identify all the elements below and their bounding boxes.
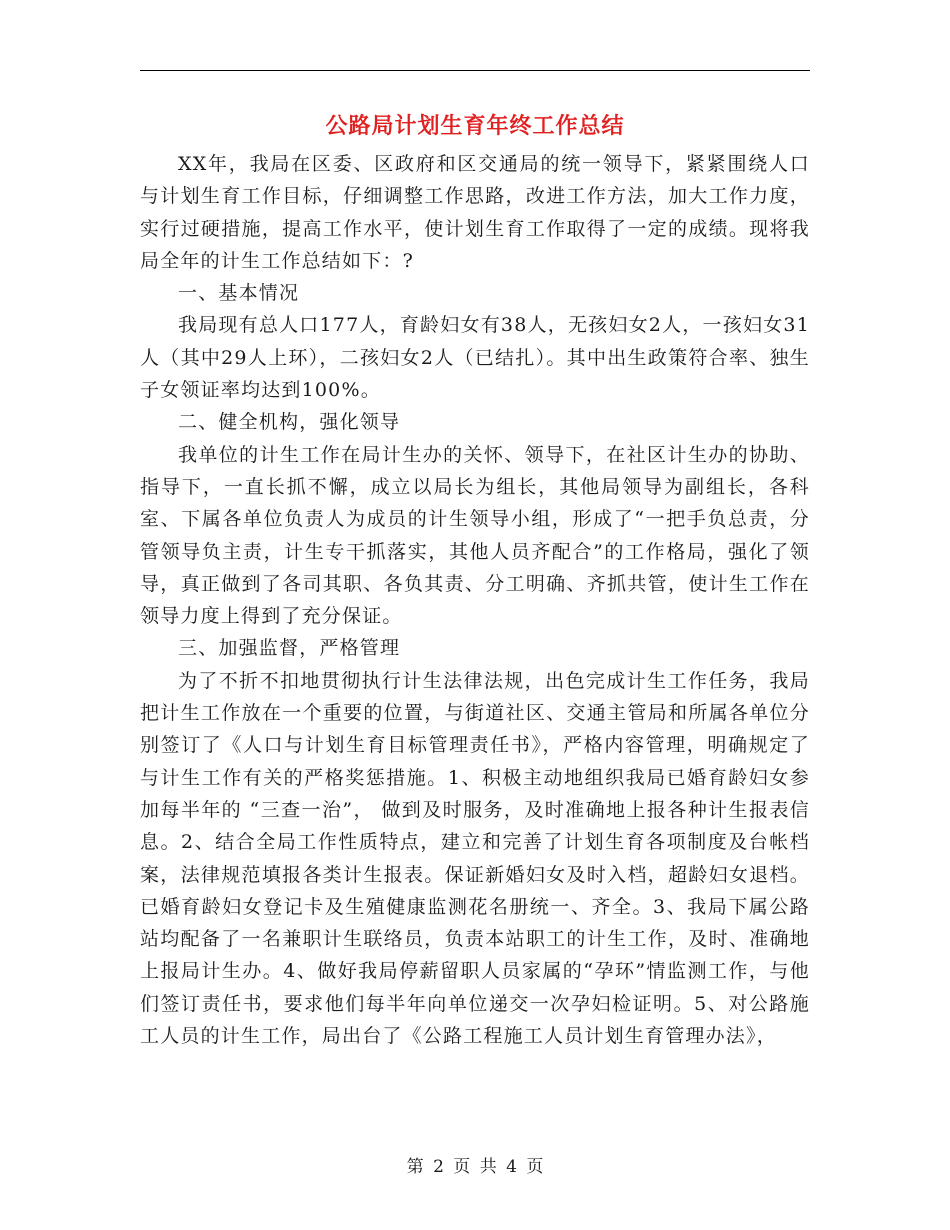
document-title: 公路局计划生育年终工作总结 (325, 113, 625, 139)
section-heading-supervision: 三、加强监督，严格管理 (178, 637, 401, 660)
document-body (140, 148, 810, 1052)
paragraph-supervision: 为了不折不扣地贯彻执行计生法律法规，出色完成计生工作任务，我局把计生工作放在一个重要的位置，与街道社区、交通主管局和所属各单位分别签订了《人口与计划生育目标管理责任书》，严格内容管理，明确规定了与计生工作有关的严格奖惩措施。1、积极主动地组织我局已婚育龄妇女参加每半年的 “三查一治”， 做到及时服务，及时准确地上报各种计生报表信息。2、结合全局工作性质特点，建立和完善了计划生育各项制度及台帐档案，法律规范填报各类计生报表。保证新婚妇女及时入档，超龄妇女退档。已婚育龄妇女登记卡及生殖健康监测花名册统一、齐全。3、我局下属公路站均配备了一名兼职计生联络员，负责本站职工的计生工作，及时、准确地上报局计生办。4、做好我局停薪留职人员家属的“孕环”情监测工作，与他们签订责任书，要求他们每半年向单位递交一次孕妇检证明。5、对公路施工人员的计生工作，局出台了《公路工程施工人员计划生育管理办法》， (140, 669, 810, 1048)
section-heading-organization: 二、健全机构，强化领导 (178, 411, 401, 434)
paragraph-organization: 我单位的计生工作在局计生办的关怀、领导下，在社区计生办的协助、指导下，一直长抓不懈，成立以局长为组长，其他局领导为副组长，各科室、下属各单位负责人为成员的计生领导小组，形成了“一把手负总责，分管领导负主责，计生专干抓落实，其他人员齐配合”的工作格局，强化了领导，真正做到了各司其职、各负其责、分工明确、齐抓共管，使计生工作在领导力度上得到了充分保证。 (140, 443, 810, 628)
page-number-footer: 第 2 页 共 4 页 (406, 1157, 544, 1177)
header-rule (140, 70, 810, 71)
paragraph-intro: XX年，我局在区委、区政府和区交通局的统一领导下，紧紧围绕人口与计划生育工作目标，仔细调整工作思路，改进工作方法，加大工作力度，实行过硬措施，提高工作水平，使计划生育工作取得了一定的成绩。现将我局全年的计生工作总结如下：? (140, 153, 810, 272)
section-heading-basic-situation: 一、基本情况 (178, 282, 300, 305)
paragraph-basic-situation: 我局现有总人口177人，育龄妇女有38人，无孩妇女2人，一孩妇女31人（其中29人上环），二孩妇女2人（已结扎）。其中出生政策符合率、独生子女领证率均达到100%。 (140, 314, 810, 402)
